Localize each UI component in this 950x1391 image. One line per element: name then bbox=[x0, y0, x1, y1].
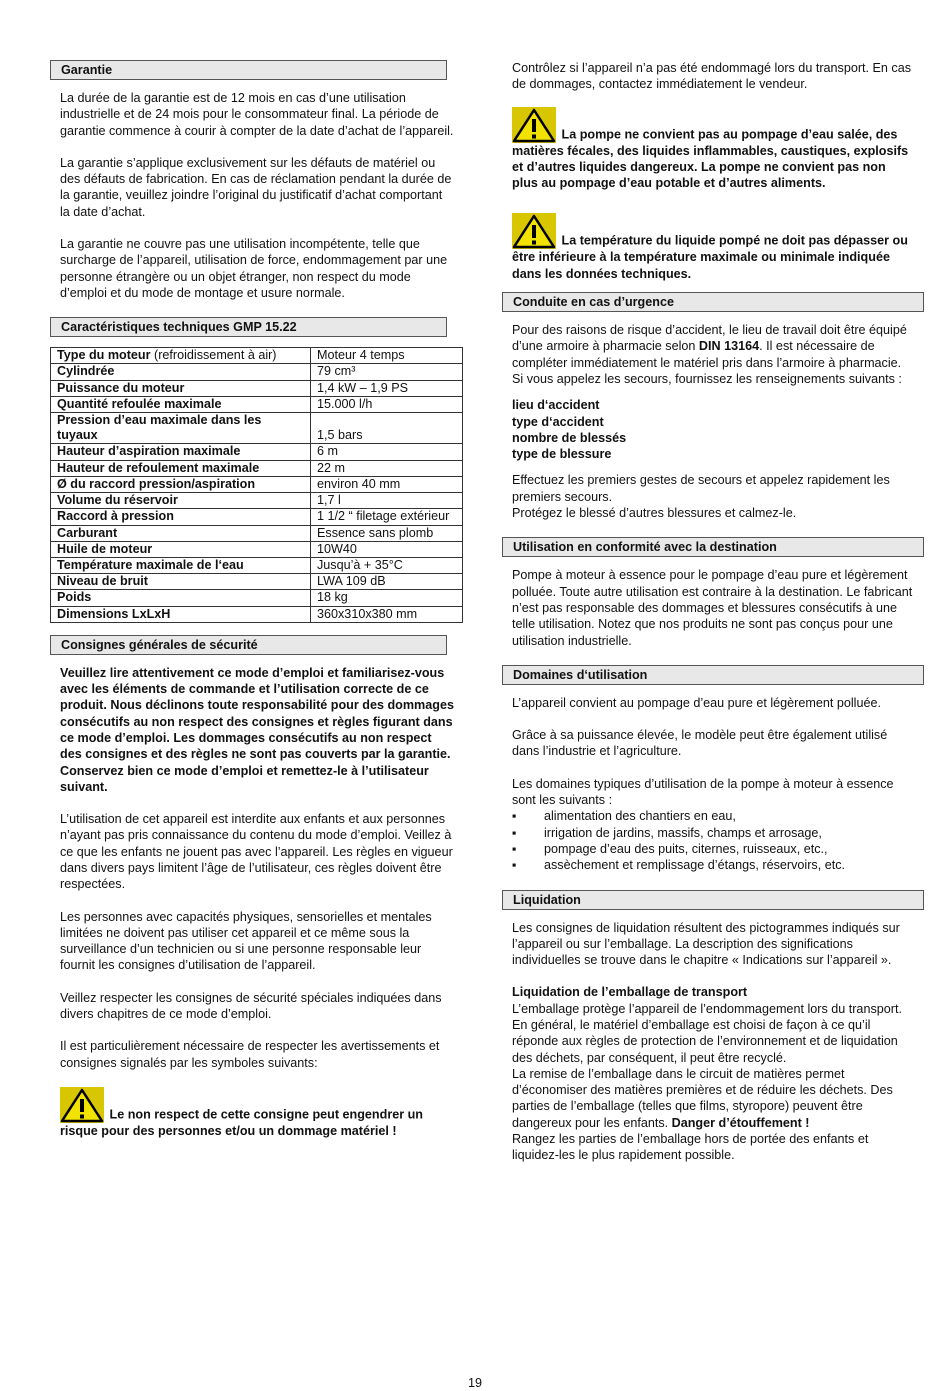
spec-label: Carburant bbox=[51, 525, 311, 541]
spec-value: 1,5 bars bbox=[311, 413, 463, 444]
pump-warning-1 bbox=[502, 107, 924, 192]
domaines-paragraph-2: Grâce à sa puissance élevée, le modèle peut être également utilisé dans l’industrie et l’agriculture. bbox=[512, 728, 888, 759]
table-row bbox=[51, 364, 463, 380]
list-item: ▪ pompage d’eau des puits, citernes, ruisseaux, etc., bbox=[512, 841, 914, 857]
pump-warning-2 bbox=[502, 213, 924, 282]
warning-text: La température du liquide pompé ne doit pas dépasser ou être inférieure à la température maximale ou minimale indiquée dans les données techniques. bbox=[512, 234, 908, 281]
spec-label: Température maximale de l‘eau bbox=[51, 557, 311, 573]
left-column bbox=[50, 60, 465, 1155]
spec-label: Niveau de bruit bbox=[51, 574, 311, 590]
specs-table bbox=[50, 347, 463, 622]
spec-value: 1,4 kW – 1,9 PS bbox=[311, 380, 463, 396]
spec-value: 10W40 bbox=[311, 541, 463, 557]
spec-label: Type du moteur (refroidissement à air) bbox=[51, 348, 311, 364]
table-row bbox=[51, 413, 463, 444]
urgence-paragraph-1: Pour des raisons de risque d’accident, le lieu de travail doit être équipé d’une armoire à pharmacie selon DIN 13164. Il est nécessaire de compléter immédiatement le matériel pris dans l’armoire à pharmacie. Si vous appelez les secours, fournissez les renseignements suivants : bbox=[512, 323, 907, 386]
table-row bbox=[51, 574, 463, 590]
consignes-paragraph-3: Veillez respecter les consignes de sécurité spéciales indiquées dans divers chapitres de ce mode d’emploi. bbox=[60, 990, 442, 1022]
section-header-utilisation: Utilisation en conformité avec la destination bbox=[502, 537, 924, 557]
warning-triangle-icon bbox=[512, 107, 556, 143]
section-header-garantie: Garantie bbox=[50, 60, 447, 80]
garantie-paragraph-2: La garantie s’applique exclusivement sur les défauts de matériel ou des défauts de fabrication. En cas de réclamation pendant la durée de la garantie, veuillez joindre l’original du justificatif d’achat comportant la date d’achat. bbox=[60, 155, 452, 219]
spec-label: Volume du réservoir bbox=[51, 493, 311, 509]
warning-triangle-icon bbox=[60, 1087, 104, 1123]
consignes-paragraph-4: Il est particulièrement nécessaire de respecter les avertissements et consignes signalés par les symboles suivants: bbox=[60, 1039, 440, 1070]
liquidation-paragraph-3: La remise de l’emballage dans le circuit de matières permet d’économiser des matières premières et de réduire les déchets. Des parties de l’emballage (telles que films, styropore) peuvent être dangereux pour les enfants. Danger d’étouffement ! bbox=[512, 1066, 893, 1130]
section-header-caracteristiques: Caractéristiques techniques GMP 15.22 bbox=[50, 317, 447, 337]
spec-value: Moteur 4 temps bbox=[311, 348, 463, 364]
list-item: type de blessure bbox=[512, 447, 612, 462]
spec-label: Poids bbox=[51, 590, 311, 606]
table-row bbox=[51, 444, 463, 460]
spec-value: 18 kg bbox=[311, 590, 463, 606]
right-column bbox=[502, 60, 924, 1180]
table-row bbox=[51, 348, 463, 364]
spec-label: Hauteur de refoulement maximale bbox=[51, 460, 311, 476]
table-row bbox=[51, 493, 463, 509]
section-header-domaines: Domaines d‘utilisation bbox=[502, 665, 924, 685]
spec-value: 15.000 l/h bbox=[311, 396, 463, 412]
table-row bbox=[51, 509, 463, 525]
spec-value: 79 cm³ bbox=[311, 364, 463, 380]
spec-label: Ø du raccord pression/aspiration bbox=[51, 476, 311, 492]
spec-value: 360x310x380 mm bbox=[311, 606, 463, 622]
warning-triangle-icon bbox=[512, 213, 556, 249]
warning-text: La pompe ne convient pas au pompage d’eau salée, des matières fécales, des liquides inflammables, caustiques, explosifs et d’autres liquides dangereux. La pompe ne convient pas non plus au pompage d’eau potable et d’autres aliments. bbox=[512, 127, 909, 191]
table-row bbox=[51, 541, 463, 557]
warning-text: Le non respect de cette consigne peut engendrer un risque pour des personnes et/ou un dommage matériel ! bbox=[60, 1107, 424, 1138]
urgence-list bbox=[502, 397, 924, 462]
page-number: 19 bbox=[467, 1376, 482, 1390]
domaines-bullet-list bbox=[502, 808, 924, 873]
list-item: ▪ assèchement et remplissage d’étangs, réservoirs, etc. bbox=[512, 857, 914, 873]
spec-label: Quantité refoulée maximale bbox=[51, 396, 311, 412]
table-row bbox=[51, 396, 463, 412]
spec-value: environ 40 mm bbox=[311, 476, 463, 492]
liquidation-paragraph-1: Les consignes de liquidation résultent des pictogrammes indiqués sur l’appareil ou sur l’emballage. La description des significations individuelles se trouve dans le chapitre « Indications sur l’appareil ». bbox=[512, 920, 900, 968]
garantie-paragraph-1: La durée de la garantie est de 12 mois en cas d’une utilisation industrielle et de 24 mois pour le consommateur final. La période de garantie commence à courir à compter de la date d’achat de l’appareil. bbox=[60, 91, 454, 138]
urgence-paragraph-3: Protégez le blessé d’autres blessures et calmez-le. bbox=[512, 506, 797, 521]
section-header-consignes: Consignes générales de sécurité bbox=[50, 635, 447, 655]
spec-value: LWA 109 dB bbox=[311, 574, 463, 590]
consignes-warning bbox=[50, 1087, 465, 1139]
consignes-paragraph-2: Les personnes avec capacités physiques, sensorielles et mentales limitées ne doivent pas utiliser cet appareil et ce même sous la surveillance d’un technicien ou si une personne responsable leur fournit les consignes d’utilisation de l’appareil. bbox=[60, 909, 432, 973]
domaines-paragraph-1: L’appareil convient au pompage d’eau pure et légèrement polluée. bbox=[512, 695, 881, 710]
list-item: lieu d‘accident bbox=[512, 398, 600, 413]
liquidation-paragraph-2: L’emballage protège l’appareil de l’endommagement lors du transport. En général, le matériel d’emballage est choisi de façon à ce qu’il réponde aux règles de protection de l’environnement et de liquidation des déchets, par conséquent, il peut être recyclé. bbox=[512, 1001, 902, 1065]
consignes-paragraph-1: L’utilisation de cet appareil est interdite aux enfants et aux personnes n’ayant pas pris connaissance du contenu du mode d’emploi. Veillez à ce que les enfants ne jouent pas avec l’appareil. Les règles en vigueur dans divers pays limitent l’âge de l’utilisateur, ces règles doivent être respectées. bbox=[60, 812, 453, 892]
table-row bbox=[51, 525, 463, 541]
garantie-paragraph-3: La garantie ne couvre pas une utilisation incompétente, telle que surcharge de l’appareil, utilisation de force, endommagement par une personne étrangère ou un objet étranger, non respect du mode d’emploi et du mode de montage et usure normale. bbox=[60, 237, 448, 300]
transport-check-paragraph: Contrôlez si l’appareil n’a pas été endommagé lors du transport. En cas de dommages, contactez immédiatement le vendeur. bbox=[512, 61, 912, 92]
spec-value: 22 m bbox=[311, 460, 463, 476]
spec-value: 6 m bbox=[311, 444, 463, 460]
spec-label: Dimensions LxLxH bbox=[51, 606, 311, 622]
spec-label: Puissance du moteur bbox=[51, 380, 311, 396]
utilisation-paragraph: Pompe à moteur à essence pour le pompage d’eau pure et légèrement polluée. Toute autre utilisation est contraire à la destination. Le fabricant n’est pas responsable des dommages et blessures consécutifs à une telle utilisation. Notez que nos produits ne sont pas conçus pour une utilisation industrielle. bbox=[512, 568, 913, 648]
table-row bbox=[51, 460, 463, 476]
list-item: type d‘accident bbox=[512, 414, 604, 429]
section-header-urgence: Conduite en cas d’urgence bbox=[502, 292, 924, 312]
table-row bbox=[51, 590, 463, 606]
urgence-paragraph-2: Effectuez les premiers gestes de secours et appelez rapidement les premiers secours. bbox=[512, 473, 890, 504]
spec-value: 1,7 l bbox=[311, 493, 463, 509]
spec-label: Raccord à pression bbox=[51, 509, 311, 525]
table-row bbox=[51, 557, 463, 573]
spec-label: Cylindrée bbox=[51, 364, 311, 380]
consignes-bold-paragraph: Veuillez lire attentivement ce mode d’emploi et familiarisez-vous avec les éléments de commande et l’utilisation correcte de ce produit. Nous déclinons toute responsabilité pour des dommages consécutifs au non respect des consignes et règles figurant dans ce mode d’emploi. Les dommages consécutifs au non respect des consignes et des règles ne sont pas couverts par la garantie. Conservez bien ce mode d’emploi et remettez-le à l’utilisateur suivant. bbox=[60, 665, 454, 794]
spec-value: 1 1/2 “ filetage extérieur bbox=[311, 509, 463, 525]
spec-label: Hauteur d’aspiration maximale bbox=[51, 444, 311, 460]
spec-value: Jusqu’à + 35°C bbox=[311, 557, 463, 573]
list-item: ▪ irrigation de jardins, massifs, champs et arrosage, bbox=[512, 825, 914, 841]
section-header-liquidation: Liquidation bbox=[502, 890, 924, 910]
table-row bbox=[51, 380, 463, 396]
spec-label: Pression d’eau maximale dans les tuyaux bbox=[51, 413, 311, 444]
list-item: nombre de blessés bbox=[512, 430, 627, 445]
spec-value: Essence sans plomb bbox=[311, 525, 463, 541]
table-row bbox=[51, 606, 463, 622]
liquidation-paragraph-4: Rangez les parties de l’emballage hors de portée des enfants et liquidez-les le plus rapidement possible. bbox=[512, 1132, 869, 1163]
list-item: ▪ alimentation des chantiers en eau, bbox=[512, 808, 914, 824]
liquidation-subheading: Liquidation de l’emballage de transport bbox=[512, 985, 748, 1000]
table-row bbox=[51, 476, 463, 492]
domaines-paragraph-3: Les domaines typiques d’utilisation de la pompe à moteur à essence sont les suivants : bbox=[512, 776, 894, 808]
spec-label: Huile de moteur bbox=[51, 541, 311, 557]
